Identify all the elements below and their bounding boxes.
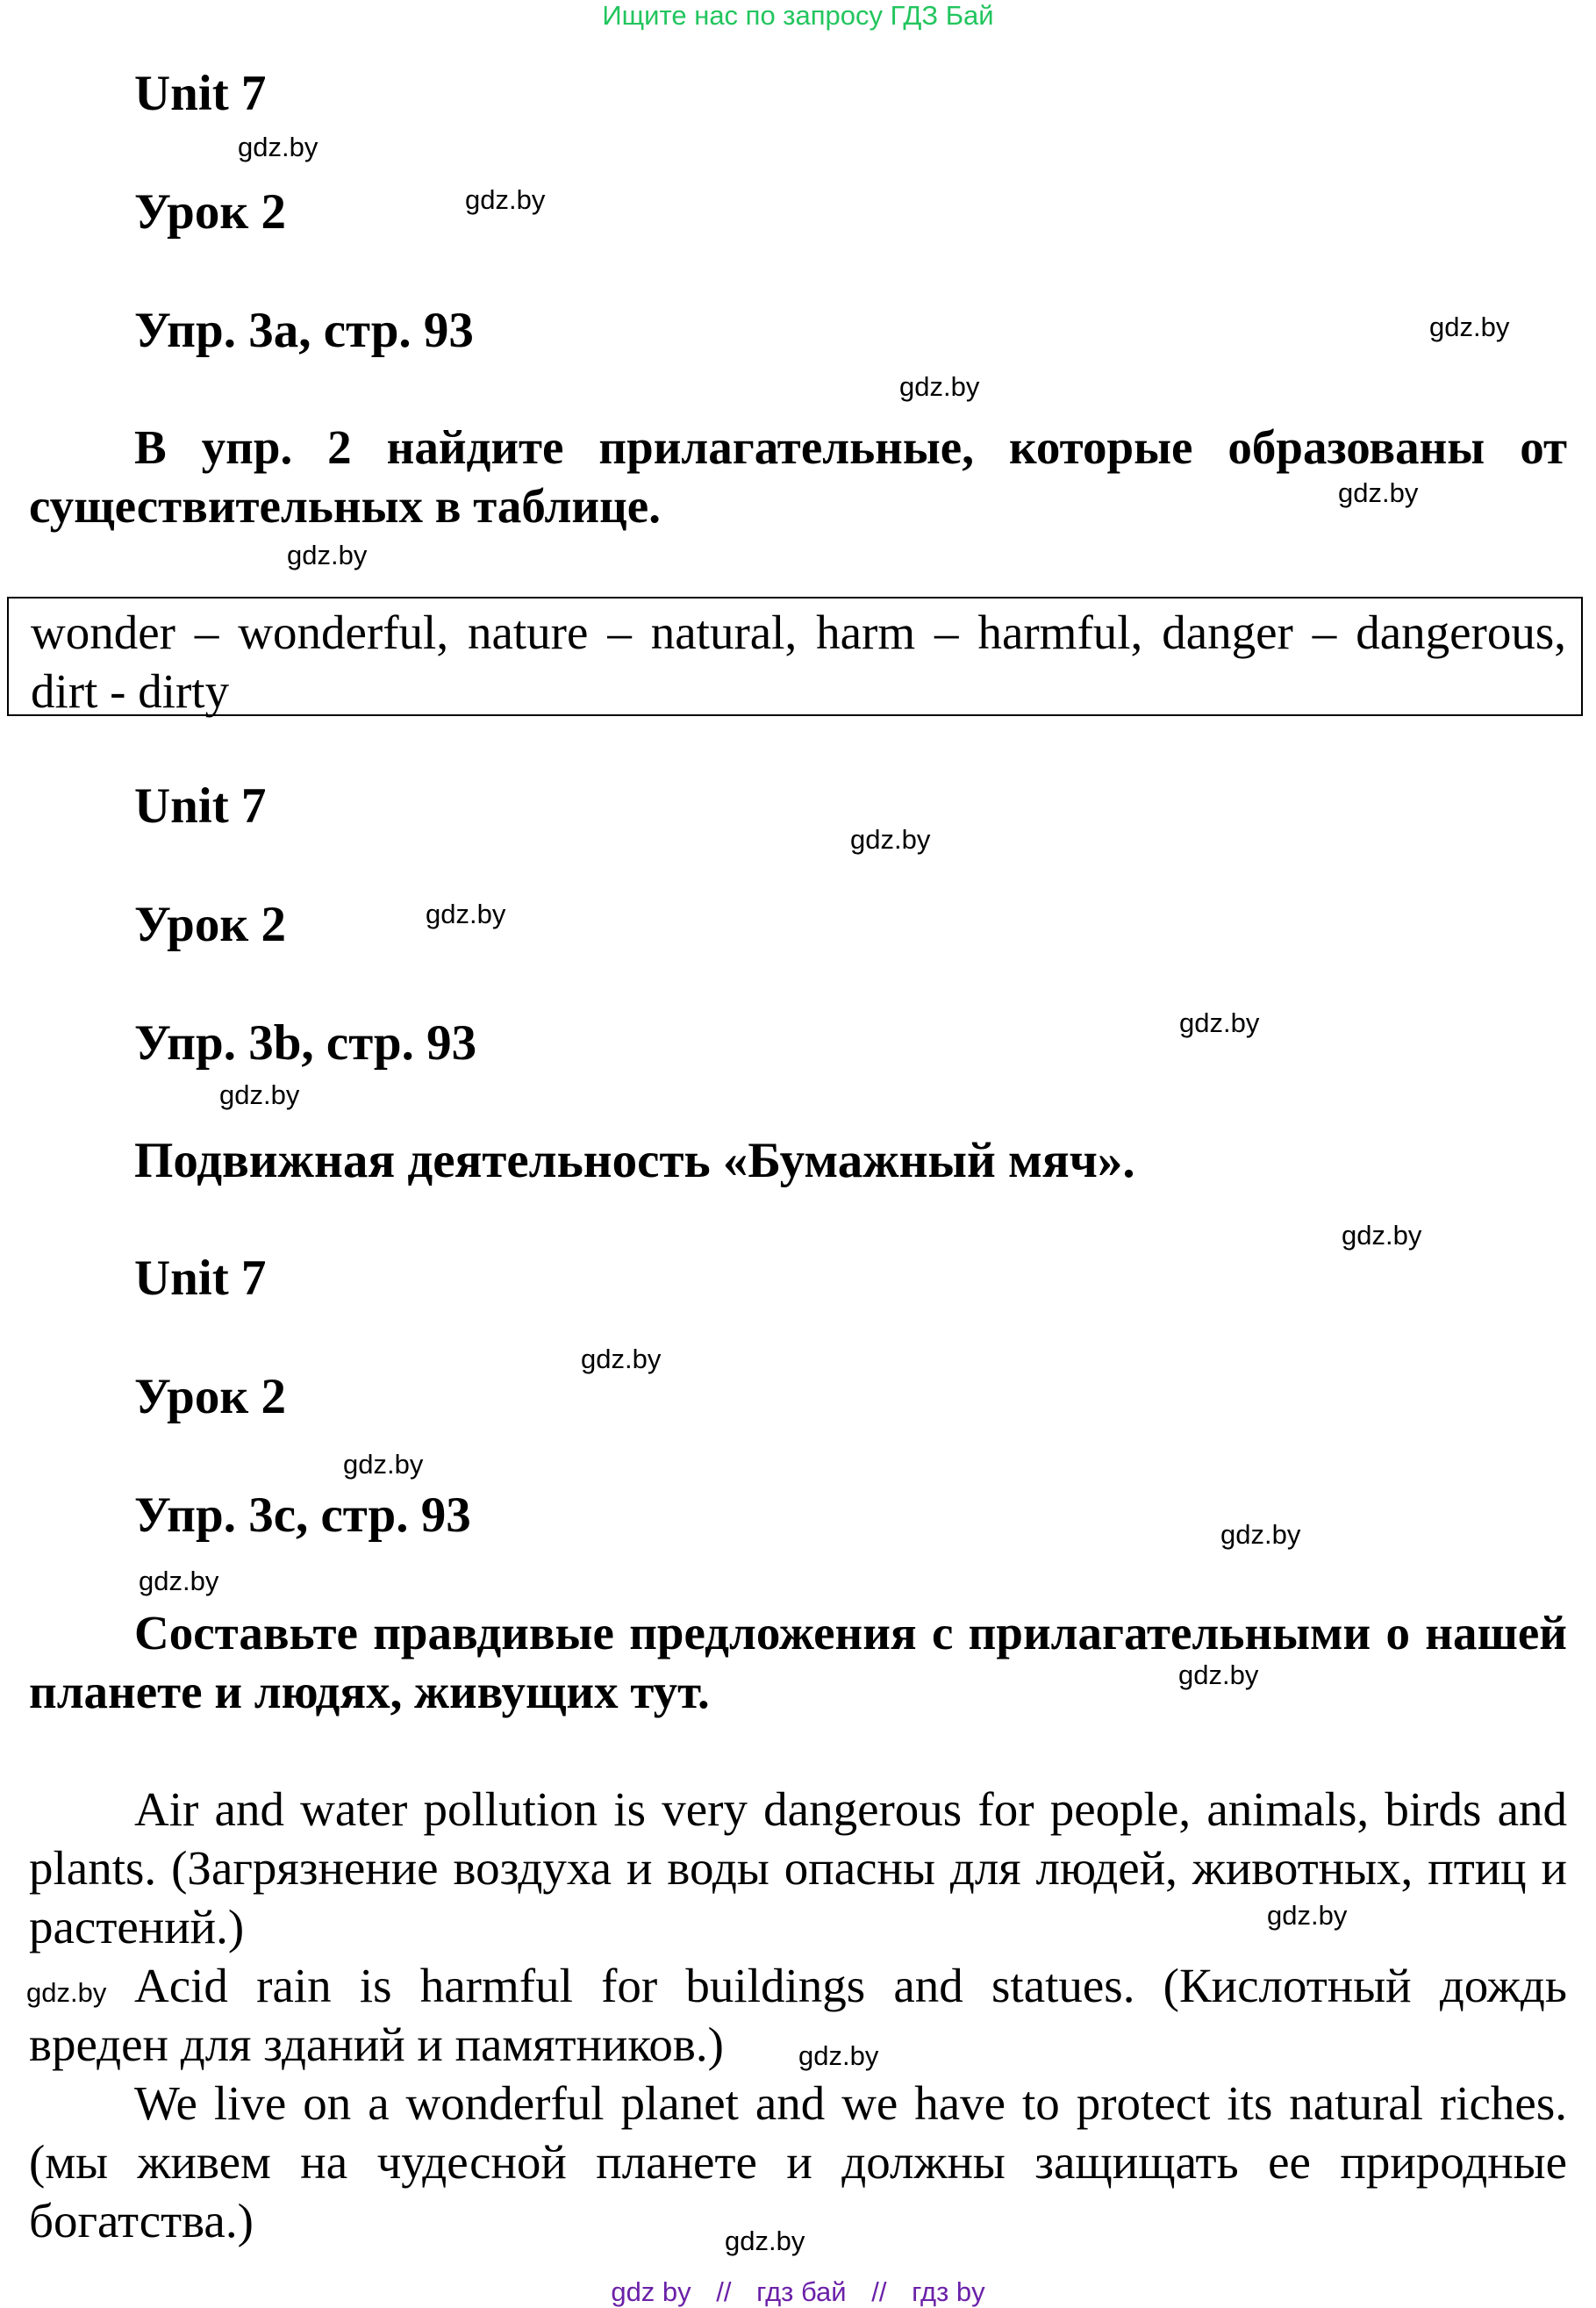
exercise-heading: Упр. 3c, стр. 93 [134,1487,471,1543]
watermark: gdz.by [238,132,318,162]
unit-heading: Unit 7 [134,778,267,834]
task-text: В упр. 2 найдите прилагательные, которые образованы от существительных в таблице. [29,420,1567,533]
footer-separator: // [716,2276,732,2307]
top-banner[interactable]: Ищите нас по запросу ГДЗ Бай [602,0,994,31]
unit-heading: Unit 7 [134,66,267,121]
answer-paragraph: Acid rain is harmful for buildings and statues. (Кислотный дождь вреден для зданий и памятников.) [29,1959,1567,2071]
watermark: gdz.by [287,540,368,570]
watermark: gdz.by [26,1977,107,2008]
lesson-heading: Урок 2 [134,1369,286,1424]
answer-paragraph: Air and water pollution is very dangerous for people, animals, birds and plants. (Загрязнение воздуха и воды опасны для людей, животных, птиц и растений.) [29,1782,1567,1953]
watermark: gdz.by [1267,1900,1348,1931]
watermark: gdz.by [1220,1519,1301,1550]
watermark: gdz.by [1338,477,1419,508]
watermark: gdz.by [343,1449,424,1480]
footer-link[interactable]: gdz by [611,2276,691,2307]
task-text: Подвижная деятельность «Бумажный мяч». [134,1133,1135,1188]
footer-links [0,2276,1596,2308]
answer-text: wonder – wonderful, nature – natural, harm – harmful, danger – dangerous, dirt - dirty [31,606,1566,718]
watermark: gdz.by [1179,1007,1260,1038]
watermark: gdz.by [1342,1220,1422,1251]
watermark: gdz.by [725,2226,805,2256]
watermark: gdz.by [1429,312,1510,342]
lesson-heading: Урок 2 [134,897,286,952]
watermark: gdz.by [899,371,980,402]
footer-link[interactable]: гдз by [912,2276,985,2307]
watermark: gdz.by [219,1079,300,1110]
unit-heading: Unit 7 [134,1251,267,1306]
watermark: gdz.by [1178,1659,1259,1690]
exercise-heading: Упр. 3b, стр. 93 [134,1015,477,1071]
exercise-heading: Упр. 3a, стр. 93 [134,303,474,358]
watermark: gdz.by [465,184,546,215]
footer-link[interactable]: гдз бай [756,2276,847,2307]
answer-box [7,597,1583,716]
footer-separator: // [871,2276,887,2307]
watermark: gdz.by [850,824,931,855]
watermark: gdz.by [581,1344,662,1374]
task-text: Составьте правдивые предложения с прилагательными о нашей планете и людях, живущих тут. [29,1606,1567,1718]
watermark: gdz.by [139,1566,219,1596]
watermark: gdz.by [426,899,506,929]
watermark: gdz.by [798,2040,879,2071]
lesson-heading: Урок 2 [134,184,286,240]
answer-paragraph: We live on a wonderful planet and we have to protect its natural riches. (мы живем на чудесной планете и должны защищать ее природные богатства.) [29,2076,1567,2247]
